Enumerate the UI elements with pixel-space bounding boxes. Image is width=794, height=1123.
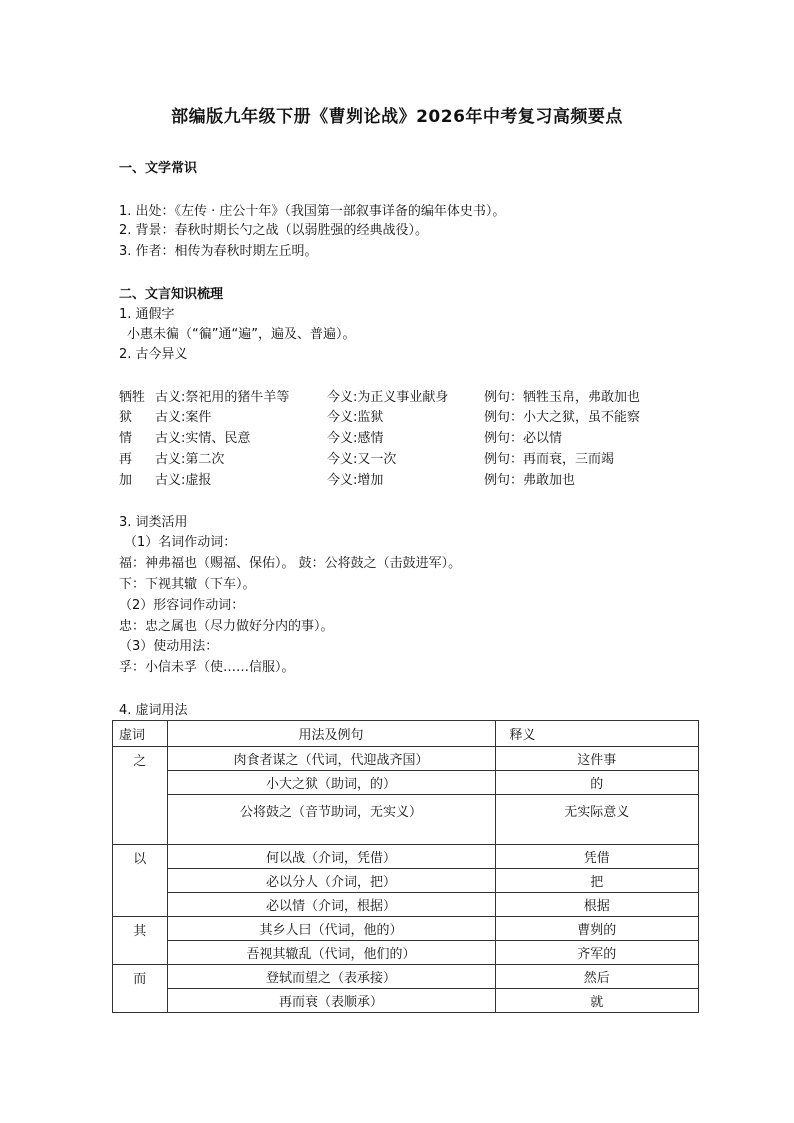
table-header-cell: 虚词: [113, 721, 168, 747]
table-row: [113, 869, 699, 893]
table-row: [113, 989, 699, 1013]
table-row: [113, 747, 699, 771]
page-title: 部编版九年级下册《曹刿论战》2026年中考复习高频要点: [171, 107, 623, 127]
gujin-word: 情: [119, 431, 133, 446]
gujin-row: [119, 430, 719, 448]
cilei-item: 孚：小信未孚（使……信服）。: [119, 660, 295, 675]
gujin-row: [119, 389, 719, 407]
literature-item-author: 3. 作者：相传为春秋时期左丘明。: [119, 244, 318, 259]
meaning-cell: 这件事: [495, 747, 698, 771]
usage-cell: 何以战（介词，凭借）: [167, 845, 495, 869]
meaning-cell: 凭借: [495, 845, 698, 869]
meaning-cell: 无实际意义: [495, 795, 698, 845]
meaning-cell: 齐军的: [495, 941, 698, 965]
gujin-word: 狱: [119, 410, 133, 425]
usage-cell: 其乡人曰（代词，他的）: [167, 917, 495, 941]
usage-cell: 肉食者谋之（代词，代迎战齐国）: [167, 747, 495, 771]
table-row: [113, 965, 699, 989]
usage-cell: 必以分人（介词，把）: [167, 869, 495, 893]
usage-cell: 小大之狱（助词，的）: [167, 771, 495, 795]
section-heading-classical: 二、文言知识梳理: [119, 287, 224, 302]
gujin-heading: 2. 古今异义: [119, 347, 188, 362]
gujin-word: 加: [119, 473, 133, 488]
literature-item-background: 2. 背景：春秋时期长勺之战（以弱胜强的经典战役）。: [119, 223, 429, 238]
table-header-row: [113, 721, 699, 747]
gujin-example: 例句：牺牲玉帛，弗敢加也: [484, 390, 641, 405]
cilei-subheading: （2）形容词作动词：: [119, 598, 245, 613]
meaning-cell: 根据: [495, 893, 698, 917]
gujin-example: 例句：弗敢加也: [484, 473, 576, 488]
literature-item-source: 1. 出处：《左传 · 庄公十年》（我国第一部叙事详备的编年体史书）。: [119, 204, 506, 219]
table-row: [113, 941, 699, 965]
tongjia-item: 小惠未徧（“徧”通“遍”，遍及、普遍）。: [127, 327, 356, 342]
xuci-word-cell: 以: [113, 845, 168, 917]
gujin-old-meaning: 古义:祭祀用的猪牛羊等: [155, 390, 290, 405]
meaning-cell: 就: [495, 989, 698, 1013]
gujin-new-meaning: 今义:又一次: [327, 452, 397, 467]
cilei-item: 忠：忠之属也（尽力做好分内的事）。: [119, 619, 334, 634]
meaning-cell: 曹刿的: [495, 917, 698, 941]
table-header-cell: 释义: [495, 721, 698, 747]
gujin-new-meaning: 今义:感情: [327, 431, 384, 446]
usage-cell: 必以情（介词，根据）: [167, 893, 495, 917]
section-heading-literature: 一、文学常识: [119, 161, 198, 176]
usage-cell: 公将鼓之（音节助词，无实义）: [167, 795, 495, 845]
xuci-heading: 4. 虚词用法: [119, 703, 188, 718]
cilei-subheading: （1）名词作动词：: [124, 535, 237, 550]
xuci-word-cell: 其: [113, 917, 168, 965]
gujin-row: [119, 409, 719, 427]
gujin-row: [119, 472, 719, 490]
table-row: [113, 893, 699, 917]
gujin-word: 再: [119, 452, 133, 467]
table-row: [113, 795, 699, 845]
table-row: [113, 771, 699, 795]
xuci-word-cell: 之: [113, 747, 168, 845]
gujin-new-meaning: 今义:监狱: [327, 410, 384, 425]
tongjia-heading: 1. 通假字: [119, 307, 175, 322]
gujin-example: 例句：小大之狱，虽不能察: [484, 410, 641, 425]
cilei-heading: 3. 词类活用: [119, 515, 188, 530]
gujin-example: 例句：必以情: [484, 431, 563, 446]
gujin-old-meaning: 古义:第二次: [155, 452, 225, 467]
gujin-old-meaning: 古义:虚报: [155, 473, 212, 488]
table-header-cell: 用法及例句: [167, 721, 495, 747]
gujin-word: 牺牲: [119, 390, 146, 405]
gujin-row: [119, 451, 719, 469]
cilei-item: 下：下视其辙（下车）。: [119, 577, 256, 592]
table-row: [113, 917, 699, 941]
usage-cell: 吾视其辙乱（代词，他们的）: [167, 941, 495, 965]
table-row: [113, 845, 699, 869]
cilei-item: 福：神弗福也（赐福、保佑）。 鼓：公将鼓之（击鼓进军）。: [119, 556, 462, 571]
gujin-old-meaning: 古义:案件: [155, 410, 212, 425]
meaning-cell: 把: [495, 869, 698, 893]
gujin-example: 例句：再而衰，三而竭: [484, 452, 615, 467]
usage-cell: 登轼而望之（表承接）: [167, 965, 495, 989]
meaning-cell: 然后: [495, 965, 698, 989]
gujin-new-meaning: 今义:增加: [327, 473, 384, 488]
gujin-new-meaning: 今义:为正义事业献身: [327, 390, 449, 405]
meaning-cell: 的: [495, 771, 698, 795]
xuci-word-cell: 而: [113, 965, 168, 1013]
usage-cell: 再而衰（表顺承）: [167, 989, 495, 1013]
xuci-table: [112, 720, 699, 1013]
cilei-subheading: （3）使动用法：: [119, 639, 219, 654]
gujin-old-meaning: 古义:实情、民意: [155, 431, 251, 446]
